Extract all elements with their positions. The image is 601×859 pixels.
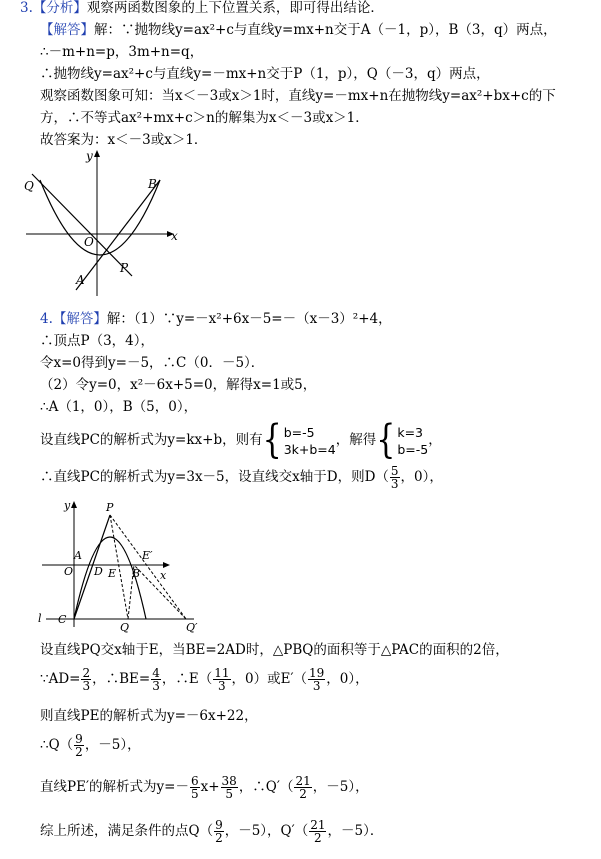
fraction-AD: $\frac{2}{3}$ (82, 666, 91, 693)
graph1-label-x: x (171, 229, 178, 243)
q4-line9-d: ，0）或E′（ (231, 671, 308, 687)
q3-line3: ∴抛物线y=ax²+c与直线y=－mx+n交于P（1，p），Q（－3，q）两点， (40, 66, 490, 82)
graph2-label-O: O (64, 565, 74, 578)
graph2-label-Q: Q (120, 621, 130, 634)
q4-line11-b: ，－5）， (84, 737, 141, 753)
graph2-label-y: y (64, 499, 71, 512)
graph1-label-A: A (76, 273, 85, 287)
q4-line13-a: 综上所述，满足条件的点Q（ (40, 823, 214, 839)
q4-line11-a: ∴Q（ (40, 737, 74, 753)
q4-function-graph (36, 497, 206, 637)
graph1-label-O: O (84, 235, 94, 249)
sys2-eq1: k=3 (397, 424, 423, 440)
q4-line12-c: ，∴Q′（ (238, 779, 294, 795)
graph2-line-PC (74, 515, 110, 619)
q3-answer-line1 (40, 20, 557, 40)
q4-line12-row (40, 772, 369, 802)
q4-line9-b: ，∴BE= (92, 671, 151, 687)
q4-line13-row (40, 816, 383, 846)
graph1-label-y: y (86, 150, 93, 163)
graph2-label-l: l (38, 612, 42, 625)
q4-line12-d: ，－5）， (312, 779, 369, 795)
q4-line1-row (40, 309, 392, 329)
q4-line6-pre: 设直线PC的解析式为y=kx+b，则有 (40, 432, 263, 448)
sys2-eq2: b=-5 (397, 441, 429, 457)
q4-line12-b: x+ (200, 779, 220, 795)
q4-line9-a: ∵AD= (40, 671, 81, 687)
graph2-label-C: C (58, 613, 67, 626)
fraction-final-Q-prime: $\frac{21}{2}$ (310, 818, 326, 845)
q4-line6-mid: ，解得 (335, 432, 377, 448)
graph2-label-D: D (94, 565, 103, 578)
graph1-line-PQ (32, 174, 132, 276)
graph2-x-arrow (163, 562, 170, 568)
graph1-label-Q: Q (24, 179, 34, 193)
fraction-Q: $\frac{9}{2}$ (75, 732, 83, 759)
q4-line9-row (40, 664, 369, 694)
q4-line10: 则直线PE的解析式为y=－6x+22， (40, 708, 258, 724)
graph2-line-PQ2 (110, 515, 186, 619)
q4-line1: 解：（1）∵y=－x²+6x－5=－（x－3）²+4， (106, 311, 392, 327)
q3-line1: 解：∵抛物线y=ax²+c与直线y=mx+n交于A（－1，p），B（3，q）两点， (94, 22, 557, 38)
fraction-final-Q: $\frac{9}{2}$ (215, 818, 223, 845)
equation-system-2 (397, 424, 428, 458)
fraction-slope: $\frac{6}{5}$ (190, 774, 199, 801)
q3-number: 3. (20, 0, 33, 16)
fraction-D: $\frac{5}{3}$ (390, 464, 399, 491)
q4-line3: 令x=0得到y=－5，∴C（0．－5）． (40, 355, 265, 371)
q4-line7-post: ，0）， (400, 469, 443, 485)
q3-analysis-text: 观察两函数图象的上下位置关系，即可得出结论． (86, 0, 384, 16)
sys1-eq2: 3k+b=4 (283, 441, 336, 457)
q3-function-graph (18, 150, 188, 300)
q3-line6: 故答案为：x＜－3或x＞1． (40, 132, 208, 148)
q4-line6-post: ， (428, 432, 442, 448)
graph2-y-arrow (71, 501, 77, 508)
q4-line12-a: 直线PE′的解析式为y=－ (40, 779, 189, 795)
q4-line13-b: ，－5），Q′（ (224, 823, 309, 839)
q4-line13-c: ，－5）． (327, 823, 384, 839)
q3-line5: 方，∴不等式ax²+mx+c＞n的解集为x＜－3或x＞1． (40, 110, 369, 126)
q4-line2: ∴顶点P（3，4）， (40, 333, 155, 349)
fraction-E: $\frac{11}{3}$ (214, 666, 230, 693)
q4-line7-pre: ∴直线PC的解析式为y=3x－5，设直线交x轴于D，则D（ (40, 469, 389, 485)
graph2-label-A: A (74, 549, 82, 562)
graph2-label-Q-prime: Q′ (186, 621, 198, 634)
q4-number: 4. (40, 311, 53, 327)
q3-analysis-tag: 【分析】 (32, 0, 87, 16)
equation-system-1 (284, 424, 336, 458)
q4-line7-row (40, 462, 443, 492)
q3-line4: 观察函数图象可知：当x＜－3或x＞1时，直线y=－mx+n在抛物线y=ax²+bx+c的下 (40, 88, 556, 104)
q4-line11-row (40, 730, 141, 760)
fraction-intercept: $\frac{38}{5}$ (221, 774, 237, 801)
sys1-eq1: b=-5 (283, 424, 315, 440)
graph1-label-B: B (148, 177, 157, 191)
q4-line8: 设直线PQ交x轴于E，当BE=2AD时，△PBQ的面积等于△PAC的面积的2倍， (40, 642, 509, 658)
graph1-label-P: P (120, 261, 129, 275)
q4-answer-tag: 【解答】 (52, 311, 107, 327)
graph2-label-P: P (106, 501, 114, 514)
q3-answer-tag: 【解答】 (40, 22, 94, 38)
q3-line2: ∴－m+n=p，3m+n=q， (40, 44, 204, 60)
graph2-label-B: B (132, 567, 141, 580)
q4-line4: （2）令y=0，x²－6x+5=0，解得x=1或5， (40, 377, 317, 393)
q4-line5: ∴A（1，0），B（5，0）， (40, 399, 198, 415)
fraction-E-prime: $\frac{19}{3}$ (309, 666, 325, 693)
graph2-label-E-prime: E′ (142, 549, 153, 562)
fraction-Q-prime: $\frac{21}{2}$ (295, 774, 311, 801)
q3-analysis-line (20, 0, 384, 18)
graph2-label-x: x (160, 569, 167, 582)
fraction-BE: $\frac{4}{3}$ (152, 666, 160, 693)
graph1-y-arrow (94, 150, 100, 157)
graph2-label-E: E (108, 567, 117, 580)
q4-line9-e: ，0）， (326, 671, 369, 687)
q4-line6-row: 设直线PC的解析式为y=kx+b，则有{ b=-5 3k+b=4，解得{ k=3 b=-5， (40, 417, 442, 463)
q4-line9-c: ，∴E（ (161, 671, 213, 687)
